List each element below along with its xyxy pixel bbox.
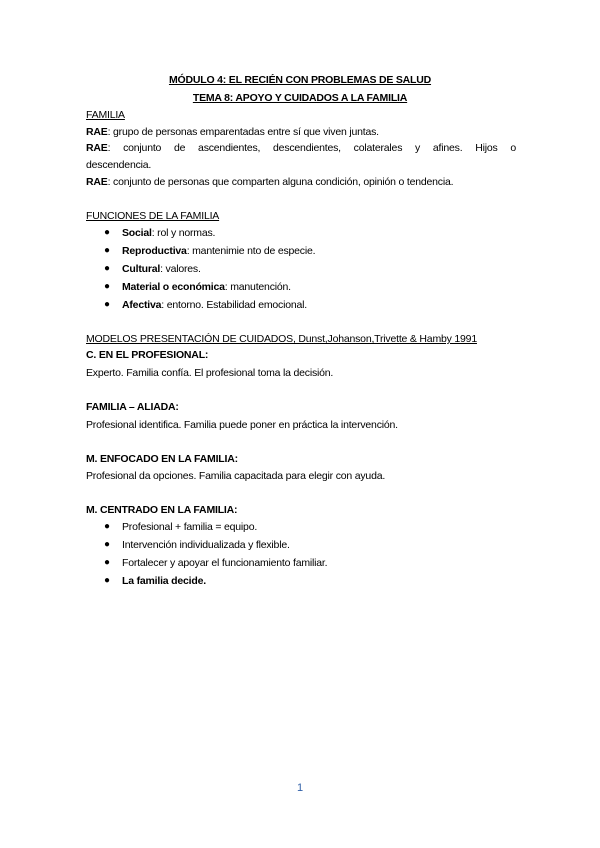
model-1-text: Experto. Familia confía. El profesional toma la decisión. <box>86 367 334 379</box>
rae-definition-3 <box>86 173 516 191</box>
funcion-label: Reproductiva <box>122 245 187 257</box>
funcion-text: : entorno. Estabilidad emocional. <box>161 299 308 311</box>
definition-text: : conjunto de personas que comparten alguna condición, opinión o tendencia. <box>107 176 454 188</box>
model-2-title: FAMILIA – ALIADA: <box>86 401 179 413</box>
model-3-title: M. ENFOCADO EN LA FAMILIA: <box>86 453 238 465</box>
funcion-text: : manutención. <box>224 281 291 293</box>
funcion-label: Material o económica <box>122 281 225 293</box>
rae-label: RAE <box>86 176 108 188</box>
rae-label: RAE <box>86 126 108 138</box>
bullet-icon: ● <box>104 245 110 256</box>
modelos-heading: MODELOS PRESENTACIÓN DE CUIDADOS, Dunst,Johanson,Trivette & Hamby 1991 <box>86 333 477 345</box>
model-4-title: M. CENTRADO EN LA FAMILIA: <box>86 504 238 516</box>
model-4-item-text: Profesional + familia = equipo. <box>122 521 258 533</box>
funcion-text: : mantenimie nto de especie. <box>186 245 316 257</box>
model-2-text: Profesional identifica. Familia puede poner en práctica la intervención. <box>86 419 398 431</box>
bullet-icon: ● <box>104 263 110 274</box>
model-4-item-text: Intervención individualizada y flexible. <box>122 539 290 551</box>
model-4-item-text: Fortalecer y apoyar el funcionamiento familiar. <box>122 557 328 569</box>
funcion-label: Social <box>122 227 152 239</box>
bullet-icon: ● <box>104 539 110 550</box>
model-4-item-text: La familia decide. <box>122 575 206 587</box>
bullet-icon: ● <box>104 299 110 310</box>
funcion-label: Cultural <box>122 263 161 275</box>
funcion-text: : rol y normas. <box>151 227 216 239</box>
rae-label: RAE <box>86 142 108 154</box>
familia-heading: FAMILIA <box>86 109 125 121</box>
bullet-icon: ● <box>104 575 110 586</box>
topic-title: TEMA 8: APOYO Y CUIDADOS A LA FAMILIA <box>192 92 408 104</box>
rae-definition-2-continuation: descendencia. <box>86 159 152 171</box>
funcion-text: : valores. <box>160 263 201 275</box>
definition-text: : grupo de personas emparentadas entre sí que viven juntas. <box>107 126 379 138</box>
page-number: 1 <box>296 782 304 794</box>
bullet-icon: ● <box>104 281 110 292</box>
funcion-label: Afectiva <box>122 299 162 311</box>
funciones-heading: FUNCIONES DE LA FAMILIA <box>86 210 220 222</box>
definition-text: : conjunto de ascendientes, descendientes, colaterales y afines. Hijos o <box>107 142 516 154</box>
rae-definition-2 <box>86 139 516 157</box>
module-title: MÓDULO 4: EL RECIÉN CON PROBLEMAS DE SALUD <box>168 74 432 86</box>
bullet-icon: ● <box>104 557 110 568</box>
bullet-icon: ● <box>104 521 110 532</box>
model-1-title: C. EN EL PROFESIONAL: <box>86 349 209 361</box>
model-3-text: Profesional da opciones. Familia capacitada para elegir con ayuda. <box>86 470 386 482</box>
bullet-icon: ● <box>104 227 110 238</box>
